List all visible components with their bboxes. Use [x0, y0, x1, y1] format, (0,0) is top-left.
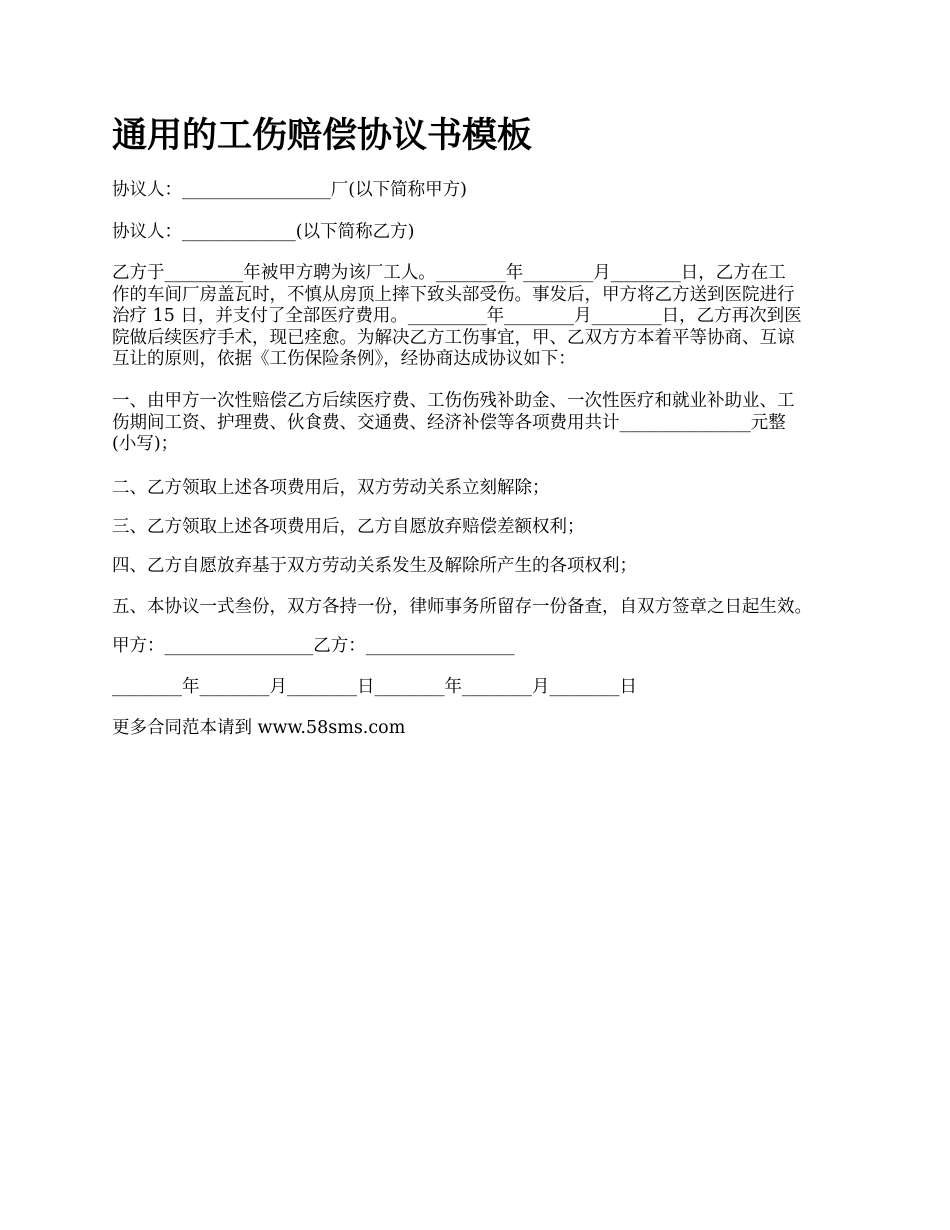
- date-line: ________年________月________日________年________月________日: [112, 677, 637, 697]
- clause-1-paragraph: [112, 391, 840, 456]
- background-line-3: 治疗 15 日，并支付了全部医疗费用。_________年________月________日，乙方再次到医: [112, 306, 802, 326]
- clause-2: 二、乙方领取上述各项费用后，双方劳动关系立刻解除；: [112, 478, 550, 498]
- clause-1-line-3: (小写)；: [112, 434, 179, 454]
- clause-3: 三、乙方领取上述各项费用后，乙方自愿放弃赔偿差额权利；: [112, 517, 585, 537]
- party-a-line: 协议人：_________________厂(以下简称甲方): [112, 180, 467, 200]
- clause-1-line-2: 伤期间工资、护理费、伙食费、交通费、经济补偿等各项费用共计_______________元整: [112, 412, 786, 433]
- clause-4: 四、乙方自愿放弃基于双方劳动关系发生及解除所产生的各项权利；: [112, 556, 637, 576]
- background-paragraph: [112, 263, 840, 371]
- clause-1-line-1: 一、由甲方一次性赔偿乙方后续医疗费、工伤伤残补助金、一次性医疗和就业补助业、工: [112, 391, 795, 411]
- background-line-2: 作的车间厂房盖瓦时，不慎从房顶上摔下致头部受伤。事发后，甲方将乙方送到医院进行: [112, 284, 795, 305]
- background-line-4: 院做后续医疗手术，现已痊愈。为解决乙方工伤事宜，甲、乙双方方本着平等协商、互谅: [112, 327, 795, 348]
- background-line-5: 互让的原则，依据《工伤保险条例》，经协商达成协议如下：: [112, 349, 576, 369]
- signature-line: 甲方：_________________乙方：_________________: [112, 636, 515, 656]
- footer-link-text: 更多合同范本请到 www.58sms.com: [112, 718, 406, 738]
- document-title: 通用的工伤赔偿协议书模板: [112, 115, 533, 156]
- party-b-line: 协议人：_____________(以下简称乙方): [112, 222, 415, 242]
- background-line-1: 乙方于_________年被甲方聘为该厂工人。________年________月________日，乙方在工: [112, 263, 786, 283]
- clause-5: 五、本协议一式叁份，双方各持一份，律师事务所留存一份备查，自双方签章之日起生效。: [112, 597, 812, 617]
